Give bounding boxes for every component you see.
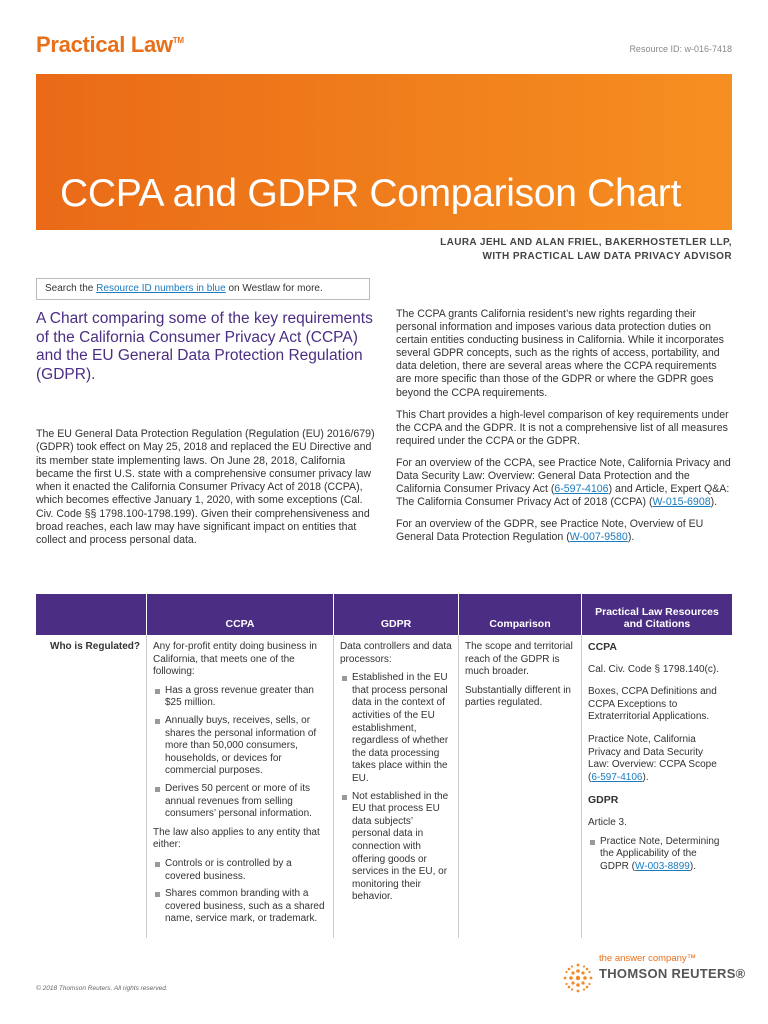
resources-ccpa-note xyxy=(588,734,726,784)
search-note-box xyxy=(36,278,370,300)
row-label: Who is Regulated? xyxy=(36,635,147,938)
copyright: © 2018 Thomson Reuters. All rights reserved. xyxy=(36,985,168,992)
tagline: the answer company™ xyxy=(599,953,697,964)
authors xyxy=(440,236,732,264)
gdpr-ccpa-background: The EU General Data Protection Regulation (Regulation (EU) 2016/679) (GDPR) took effect on May 25, 2018 and replaced the EU Directive and its member state implementing laws. On June 28, 2018, California became the first U.S. state with a comprehensive consumer privacy law when it enacted the California Consumer Privacy Act of 2018 (CCPA), which becomes effective January 1, 2020, with some exceptions (Cal. Civ. Code §§ 1798.100-1798.199). Given their comprehensiveness and broad reaches, each law may have significant impact on entities that collect and process personal data. xyxy=(36,428,375,547)
search-note-suffix: on Westlaw for more. xyxy=(225,283,323,294)
header-blank xyxy=(36,594,147,635)
brand-name: Practical Law xyxy=(36,32,173,57)
header-comparison: Comparison xyxy=(459,594,582,635)
resources-gdpr-list xyxy=(588,836,726,874)
ccpa-criteria-list xyxy=(153,685,327,821)
authors-line-2: WITH PRACTICAL LAW DATA PRIVACY ADVISOR xyxy=(482,251,732,262)
resource-link-w-015-6908[interactable]: W-015-6908 xyxy=(652,496,711,509)
resources-ccpa-code: Cal. Civ. Code § 1798.140(c). xyxy=(588,663,719,675)
resource-link-w-007-9580[interactable]: W-007-9580 xyxy=(569,531,628,544)
list-item: Not established in the EU that process EU data subjects’ personal data in connection with offering goods or services in the EU, or monitoring their behavior. xyxy=(340,791,452,904)
text-span: ) and Article, Expert Q&A: The California Consumer Privacy Act of 2018 (CCPA) ( xyxy=(396,483,730,509)
list-item: Has a gross revenue greater than $25 million. xyxy=(153,685,327,710)
text-span: Practice Note, Determining the Applicability of the GDPR ( xyxy=(600,835,720,872)
thomson-reuters-logo-icon xyxy=(560,960,596,996)
resource-id: Resource ID: w-016-7418 xyxy=(629,44,732,54)
header-resources: Practical Law Resources and Citations xyxy=(582,594,733,635)
resource-link-w-003-8899[interactable]: W-003-8899 xyxy=(635,860,690,872)
header-gdpr: GDPR xyxy=(334,594,459,635)
text-span: Practice Note, California Privacy and Data Security Law: Overview: CCPA Scope ( xyxy=(588,733,717,783)
comparison-table xyxy=(36,594,732,938)
text-span: ). xyxy=(627,531,635,544)
brand-tm: TM xyxy=(172,36,184,45)
right-column xyxy=(396,308,732,554)
comparison-text-1: The scope and territorial reach of the GDPR is much broader. xyxy=(465,641,573,678)
practical-law-logo xyxy=(36,32,184,58)
resources-cell xyxy=(582,635,733,938)
table-header-row xyxy=(36,594,732,635)
title-banner xyxy=(36,74,732,230)
text-span: ). xyxy=(689,860,696,872)
list-item xyxy=(588,836,726,874)
ccpa-overview-paragraph: The CCPA grants California resident’s new rights regarding their personal information and imposes various data protection duties on certain entities conducting business in California. While it incorporates several GDPR concepts, such as the rights of access, portability, and data deletion, there are several areas where the CCPA requirements are more specific than those of the GDPR or where the GDPR goes beyond the CCPA requirements. xyxy=(396,308,724,399)
text-span: For an overview of the GDPR, see Practice Note, Overview of EU General Data Protection Regulation ( xyxy=(396,518,704,544)
gdpr-cell xyxy=(334,635,459,938)
thomson-reuters-name: THOMSON REUTERS® xyxy=(599,966,746,981)
list-item: Shares common branding with a covered business, such as a shared name, service mark, or trademark. xyxy=(153,888,327,926)
ccpa-resources-paragraph xyxy=(396,457,732,509)
resources-gdpr-article: Article 3. xyxy=(588,816,627,828)
text-span: ). xyxy=(642,771,649,783)
resources-gdpr-heading: GDPR xyxy=(588,794,619,807)
chart-scope-paragraph: This Chart provides a high-level comparison of key requirements under the CCPA and the GDPR. It is not a comprehensive list of all measures required under the CCPA or the GDPR. xyxy=(396,408,729,447)
gdpr-criteria-list xyxy=(340,672,452,904)
page-title: CCPA and GDPR Comparison Chart xyxy=(60,172,682,215)
table-row xyxy=(36,635,732,938)
list-item: Derives 50 percent or more of its annual revenues from selling consumers’ personal information. xyxy=(153,783,327,821)
resource-link-6-597-4106[interactable]: 6-597-4106 xyxy=(554,483,609,496)
list-item: Annually buys, receives, sells, or shares the personal information of more than 50,000 consumers, households, or devices for commercial purposes. xyxy=(153,715,327,778)
intro-summary: A Chart comparing some of the key requirements of the California Consumer Privacy Act (CCPA) and the EU General Data Protection Regulation (GDPR). xyxy=(36,310,373,383)
resource-link-6-597-4106-table[interactable]: 6-597-4106 xyxy=(591,771,643,783)
ccpa-affiliate-list xyxy=(153,858,327,926)
comparison-text-2: Substantially different in parties regulated. xyxy=(465,684,571,709)
list-item: Established in the EU that process personal data in the context of activities of the EU establishment, regardless of whether the data processing takes place within the EU. xyxy=(340,672,452,785)
gdpr-resources-paragraph xyxy=(396,518,732,544)
authors-line-1: LAURA JEHL AND ALAN FRIEL, BAKERHOSTETLER LLP, xyxy=(440,237,732,248)
comparison-cell xyxy=(459,635,582,938)
ccpa-cell xyxy=(147,635,334,938)
search-note-prefix: Search the xyxy=(45,283,97,294)
list-item: Controls or is controlled by a covered business. xyxy=(153,858,327,883)
text-span: ). xyxy=(710,496,718,509)
ccpa-intro: Any for-profit entity doing business in California, that meets one of the following: xyxy=(153,641,317,678)
text-span: For an overview of the CCPA, see Practice Note, California Privacy and Data Security Law: Overview: General Data Protection and the California Consumer Privacy Act ( xyxy=(396,456,731,496)
resources-ccpa-boxes: Boxes, CCPA Definitions and CCPA Exceptions to Extraterritorial Applications. xyxy=(588,686,717,723)
gdpr-intro: Data controllers and data processors: xyxy=(340,641,452,665)
resources-ccpa-heading: CCPA xyxy=(588,641,617,653)
header-ccpa: CCPA xyxy=(147,594,334,635)
ccpa-also: The law also applies to any entity that either: xyxy=(153,826,320,851)
resource-id-link[interactable]: Resource ID numbers in blue xyxy=(96,283,226,294)
